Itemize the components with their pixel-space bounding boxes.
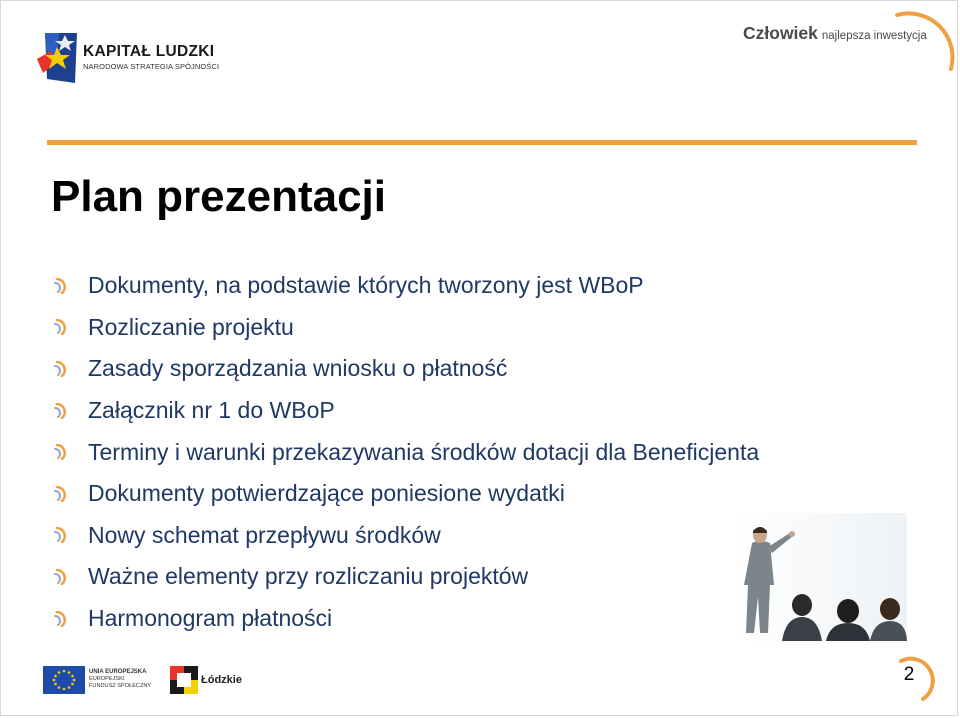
bullet-item: [53, 265, 759, 307]
bullet-list: [53, 265, 759, 639]
bullet-text: Dokumenty potwierdzające poniesione wydatki: [88, 480, 565, 507]
page-number: 2: [903, 664, 915, 685]
slide-title: Plan prezentacji: [51, 172, 387, 221]
eu-label-line3: FUNDUSZ SPOŁECZNY: [89, 683, 152, 689]
bullet-text: Ważne elementy przy rozliczaniu projektów: [88, 563, 529, 590]
bullet-item: [53, 431, 759, 473]
eu-label-line2: EUROPEJSKI: [89, 676, 125, 682]
crescent-bullet-icon: [53, 361, 67, 377]
bullet-text: Załącznik nr 1 do WBoP: [88, 397, 335, 424]
eu-flag-icon: [43, 666, 85, 694]
lodzkie-logo-icon: [170, 666, 198, 694]
crescent-bullet-icon: [53, 319, 67, 335]
header-rule: [47, 140, 917, 145]
footer-logos: [43, 666, 263, 696]
lodzkie-label: Łódzkie: [201, 674, 242, 686]
crescent-bullet-icon: [53, 527, 67, 543]
crescent-bullet-icon: [53, 569, 67, 585]
bullet-item: [53, 473, 759, 515]
bullet-item: [53, 515, 759, 557]
crescent-bullet-icon: [53, 486, 67, 502]
bullet-item: [53, 390, 759, 432]
crescent-bullet-icon: [53, 611, 67, 627]
kapital-ludzki-logo: [37, 29, 237, 89]
bullet-text: Terminy i warunki przekazywania środków dotacji dla Beneficjenta: [88, 438, 760, 465]
eu-label-line1: UNIA EUROPEJSKA: [89, 669, 147, 675]
eu-fund-label: [89, 669, 151, 690]
orange-arc-decoration-icon: [889, 5, 959, 75]
bullet-text: Zasady sporządzania wniosku o płatność: [88, 355, 508, 382]
crescent-bullet-icon: [53, 403, 67, 419]
bullet-item: [53, 556, 759, 598]
czlowiek-logo-sub: najlepsza inwestycja: [821, 30, 927, 42]
page-number-badge: [893, 655, 937, 705]
bullet-item: [53, 307, 759, 349]
bullet-text: Harmonogram płatności: [88, 605, 333, 632]
audience-figures: [782, 594, 907, 641]
czlowiek-logo-main: Człowiek: [743, 23, 818, 43]
bullet-text: Dokumenty, na podstawie których tworzony jest WBoP: [88, 272, 644, 299]
kapital-ludzki-title: KAPITAŁ LUDZKI: [83, 43, 215, 60]
presentation-photo: [730, 513, 907, 641]
kapital-ludzki-subtitle: NARODOWA STRATEGIA SPÓJNOŚCI: [83, 62, 220, 71]
crescent-bullet-icon: [53, 444, 67, 460]
kapital-ludzki-emblem-icon: [37, 29, 79, 89]
bullet-item: [53, 348, 759, 390]
bullet-item: [53, 598, 759, 640]
crescent-bullet-icon: [53, 278, 67, 294]
bullet-text: Rozliczanie projektu: [88, 313, 294, 340]
bullet-text: Nowy schemat przepływu środków: [88, 521, 441, 548]
